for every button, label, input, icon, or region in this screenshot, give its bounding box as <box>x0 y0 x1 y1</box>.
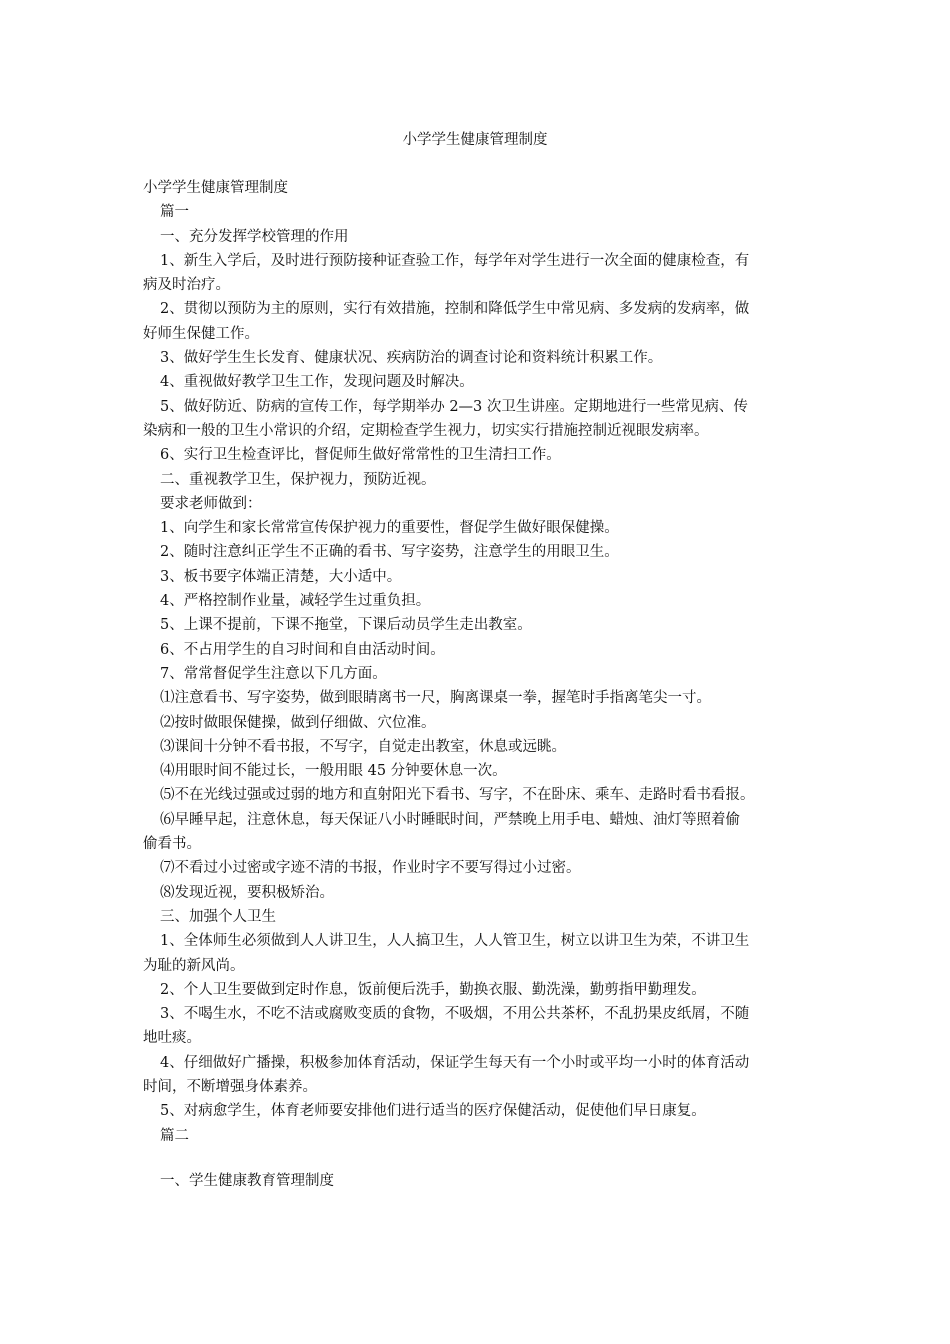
text-line: 为耻的新风尚。 <box>143 957 245 974</box>
text-line: 好师生保健工作。 <box>143 325 259 342</box>
text-line: 地吐痰。 <box>143 1030 201 1047</box>
text-line: 2、贯彻以预防为主的原则，实行有效措施，控制和降低学生中常见病、多发病的发病率，做 <box>160 301 750 318</box>
text-line: 4、严格控制作业量，减轻学生过重负担。 <box>160 593 431 610</box>
text-line: ⑸不在光线过强或过弱的地方和直射阳光下看书、写字，不在卧床、乘车、走路时看书看报。 <box>160 787 755 804</box>
text-line: 篇二 <box>160 1127 189 1144</box>
text-line: 一、充分发挥学校管理的作用 <box>160 228 349 245</box>
text-line: 3、板书要字体端正清楚，大小适中。 <box>160 568 402 585</box>
text-line: 三、加强个人卫生 <box>160 908 276 925</box>
text-line: 2、随时注意纠正学生不正确的看书、写字姿势，注意学生的用眼卫生。 <box>160 544 619 561</box>
text-line: 要求老师做到： <box>160 495 262 512</box>
text-line: 3、做好学生生长发育、健康状况、疾病防治的调查讨论和资料统计积累工作。 <box>160 350 663 367</box>
text-line: ⑷用眼时间不能过长，一般用眼 45 分钟要休息一次。 <box>160 763 507 780</box>
text-line: 小学学生健康管理制度 <box>143 180 288 196</box>
text-line: 染病和一般的卫生小常识的介绍，定期检查学生视力，切实实行措施控制近视眼发病率。 <box>143 422 709 439</box>
text-line: 5、对病愈学生，体育老师要安排他们进行适当的医疗保健活动，促使他们早日康复。 <box>160 1103 706 1120</box>
text-line: ⑴注意看书、写字姿势，做到眼睛离书一尺，胸离课桌一拳，握笔时手指离笔尖一寸。 <box>160 690 711 707</box>
paragraph-gap <box>143 1148 823 1169</box>
text-line: 7、常常督促学生注意以下几方面。 <box>160 665 387 682</box>
text-line: 偷看书。 <box>143 836 201 853</box>
text-line: 4、仔细做好广播操，积极参加体育活动，保证学生每天有一个小时或平均一小时的体育活动 <box>160 1054 750 1071</box>
text-line: 1、新生入学后，及时进行预防接种证查验工作，每学年对学生进行一次全面的健康检查，有 <box>160 252 750 269</box>
text-line: 2、个人卫生要做到定时作息，饭前便后洗手，勤换衣服、勤洗澡，勤剪指甲勤理发。 <box>160 981 706 998</box>
text-line: 6、不占用学生的自习时间和自由活动时间。 <box>160 641 445 658</box>
text-line: 1、全体师生必须做到人人讲卫生，人人搞卫生，人人管卫生，树立以讲卫生为荣，不讲卫生 <box>160 933 750 950</box>
text-line: 3、不喝生水，不吃不洁或腐败变质的食物，不吸烟，不用公共茶杯，不乱扔果皮纸屑，不随 <box>160 1006 750 1023</box>
text-line: 篇一 <box>160 204 189 221</box>
text-line: 病及时治疗。 <box>143 277 230 294</box>
document-body <box>143 176 823 1193</box>
text-line: 5、上课不提前，下课不拖堂，下课后动员学生走出教室。 <box>160 617 532 634</box>
text-line: 4、重视做好教学卫生工作，发现问题及时解决。 <box>160 374 474 391</box>
text-line: ⑶课间十分钟不看书报，不写字，自觉走出教室，休息或远眺。 <box>160 738 566 755</box>
document-title: 小学学生健康管理制度 <box>402 132 548 148</box>
text-line: ⑻发现近视，要积极矫治。 <box>160 884 334 901</box>
text-line: 6、实行卫生检查评比，督促师生做好常常性的卫生清扫工作。 <box>160 447 561 464</box>
text-line: 5、做好防近、防病的宣传工作，每学期举办 2—3 次卫生讲座。定期地进行一些常见病、传 <box>160 398 748 415</box>
text-line: ⑹早睡早起，注意休息，每天保证八小时睡眠时间，严禁晚上用手电、蜡烛、油灯等照着偷 <box>160 811 740 828</box>
text-line: 二、重视教学卫生，保护视力，预防近视。 <box>160 471 436 488</box>
text-line: ⑵按时做眼保健操，做到仔细做、穴位准。 <box>160 714 436 731</box>
text-line: 1、向学生和家长常常宣传保护视力的重要性，督促学生做好眼保健操。 <box>160 520 619 537</box>
text-line: ⑺不看过小过密或字迹不清的书报，作业时字不要写得过小过密。 <box>160 860 581 877</box>
text-line: 时间，不断增强身体素养。 <box>143 1078 317 1095</box>
section-heading: 一、学生健康教育管理制度 <box>160 1172 334 1189</box>
